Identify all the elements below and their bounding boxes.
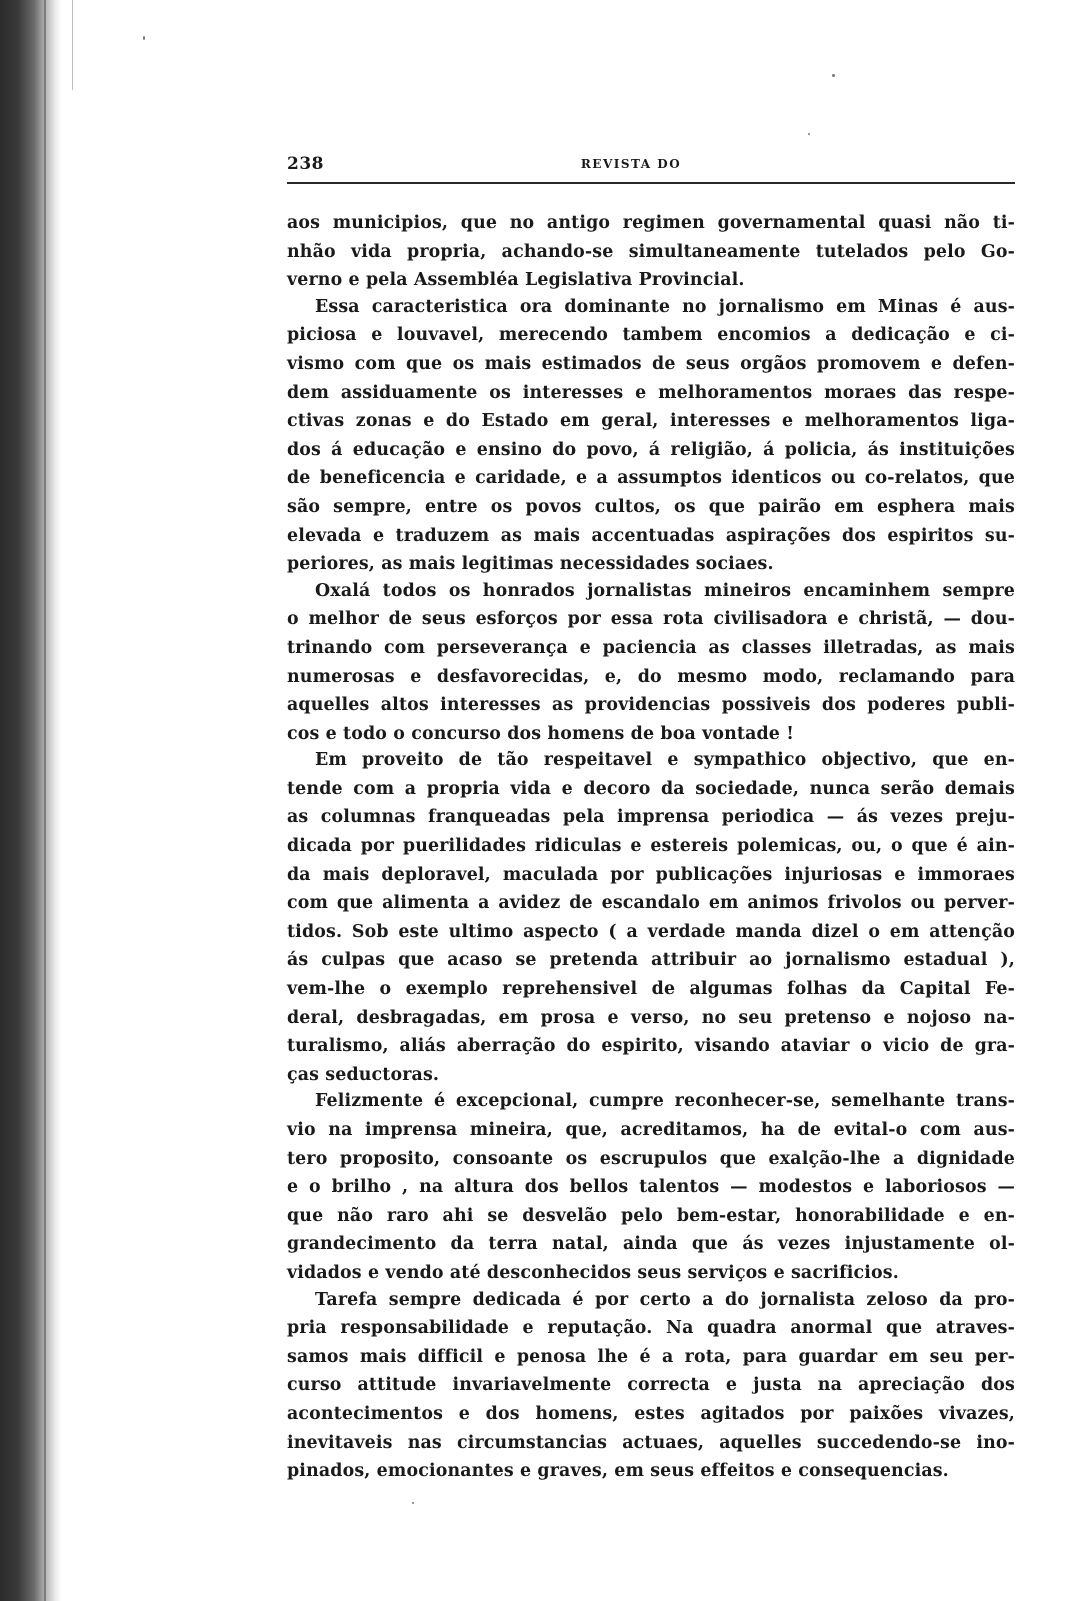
text-line: as columnas franqueadas pela imprensa periodica — ás vezes preju- (287, 807, 1015, 828)
running-title: REVISTA DO (580, 157, 682, 171)
text-line: tidos. Sob este ultimo aspecto ( a verdade manda dizel o em attenção (287, 921, 1015, 942)
text-line: Em proveito de tão respeitavel e sympathico objectivo, que en- (315, 750, 1015, 771)
scan-speck (808, 133, 810, 135)
text-line: verno e pela Assembléa Legislativa Provincial. (287, 270, 745, 291)
header-rule (287, 182, 1015, 184)
scan-speck (143, 36, 145, 40)
book-page (287, 150, 1015, 1485)
text-line: aos municipios, que no antigo regimen governamental quasi não ti- (287, 213, 1015, 233)
text-line: aquelles altos interesses as providencias possiveis dos poderes publi- (287, 695, 1015, 716)
text-line: com que alimenta a avidez de escandalo em animos frivolos ou perver- (287, 893, 1015, 914)
text-line: vidados e vendo até desconhecidos seus serviços e sacrificios. (287, 1262, 899, 1283)
text-line: ás culpas que acaso se pretenda attribuir ao jornalismo estadual ), (287, 950, 1015, 971)
text-line: trinando com perseverança e paciencia as classes illetradas, as mais (287, 637, 1015, 658)
text-line: dicada por puerilidades ridiculas e estereis polemicas, ou, o que é ain- (287, 836, 1015, 857)
text-line: piciosa e louvavel, merecendo tambem encomios a dedicação e ci- (287, 325, 1015, 346)
scan-binding-shadow (0, 0, 62, 1601)
text-line: de beneficencia e caridade, e a assumptos identicos ou co-relatos, que (287, 468, 1015, 489)
text-line: tende com a propria vida e decoro da sociedade, nunca serão demais (287, 778, 1015, 799)
page-number: 238 (287, 154, 324, 174)
text-line: Felizmente é excepcional, cumpre reconhecer-se, semelhante trans- (315, 1091, 1015, 1112)
text-line: e o brilho , na altura dos bellos talentos — modestos e laboriosos — (287, 1177, 1015, 1198)
text-line: acontecimentos e dos homens, estes agitados por paixões vivazes, (287, 1403, 1015, 1424)
text-line: pinados, emocionantes e graves, em seus effeitos e consequencias. (287, 1461, 949, 1482)
text-line: ctivas zonas e do Estado em geral, interesses e melhoramentos liga- (287, 411, 1015, 432)
text-line: elevada e traduzem as mais accentuadas aspirações dos espiritos su- (287, 525, 1015, 546)
text-line: dem assiduamente os interesses e melhoramentos moraes das respe- (287, 382, 1015, 403)
text-line: inevitaveis nas circumstancias actuaes, aquelles succedendo-se ino- (287, 1432, 1015, 1453)
body-text (287, 210, 1015, 1485)
text-line: pria responsabilidade e reputação. Na quadra anormal que atraves- (287, 1318, 1015, 1339)
scan-streak (72, 0, 73, 90)
text-line: Essa caracteristica ora dominante no jornalismo em Minas é aus- (315, 296, 1015, 317)
text-line: Oxalá todos os honrados jornalistas mineiros encaminhem sempre (315, 580, 1015, 601)
text-line: vio na imprensa mineira, que, acreditamos, ha de evital-o com aus- (287, 1120, 1015, 1140)
scan-speck (412, 1502, 414, 1504)
scan-speck (832, 74, 835, 77)
text-line: que não raro ahi se desvelão pelo bem-estar, honorabilidade e en- (287, 1205, 1015, 1226)
text-line: dos á educação e ensino do povo, á religião, á policia, ás instituições (287, 439, 1015, 460)
text-line: ças seductoras. (287, 1064, 440, 1085)
running-head (287, 150, 1015, 178)
text-line: samos mais difficil e penosa lhe é a rota, para guardar em seu per- (287, 1346, 1015, 1367)
text-line: da mais deploravel, maculada por publicações injuriosas e immoraes (287, 864, 1015, 885)
text-line: curso attitude invariavelmente correcta e justa na apreciação dos (287, 1375, 1015, 1396)
text-line: nhão vida propria, achando-se simultaneamente tutelados pelo Go- (287, 241, 1015, 262)
text-line: vismo com que os mais estimados de seus orgãos promovem e defen- (287, 353, 1015, 374)
text-line: deral, desbragadas, em prosa e verso, no seu pretenso e nojoso na- (287, 1007, 1015, 1028)
text-line: numerosas e desfavorecidas, e, do mesmo modo, reclamando para (287, 666, 1015, 687)
text-line: turalismo, aliás aberração do espirito, visando ataviar o vicio de gra- (287, 1036, 1015, 1057)
scan-streak (44, 0, 46, 1601)
text-line: o melhor de seus esforços por essa rota civilisadora e christã, — dou- (287, 609, 1015, 630)
text-line: vem-lhe o exemplo reprehensivel de algumas folhas da Capital Fe- (287, 979, 1015, 1000)
text-line: são sempre, entre os povos cultos, os que pairão em esphera mais (287, 496, 1015, 517)
text-line: periores, as mais legitimas necessidades sociaes. (287, 554, 774, 575)
text-line: cos e todo o concurso dos homens de boa vontade ! (287, 723, 794, 744)
text-line: tero proposito, consoante os escrupulos que exalção-lhe a dignidade (287, 1148, 1015, 1169)
text-line: grandecimento da terra natal, ainda que ás vezes injustamente ol- (287, 1234, 1015, 1255)
text-line: Tarefa sempre dedicada é por certo a do jornalista zeloso da pro- (315, 1289, 1015, 1310)
